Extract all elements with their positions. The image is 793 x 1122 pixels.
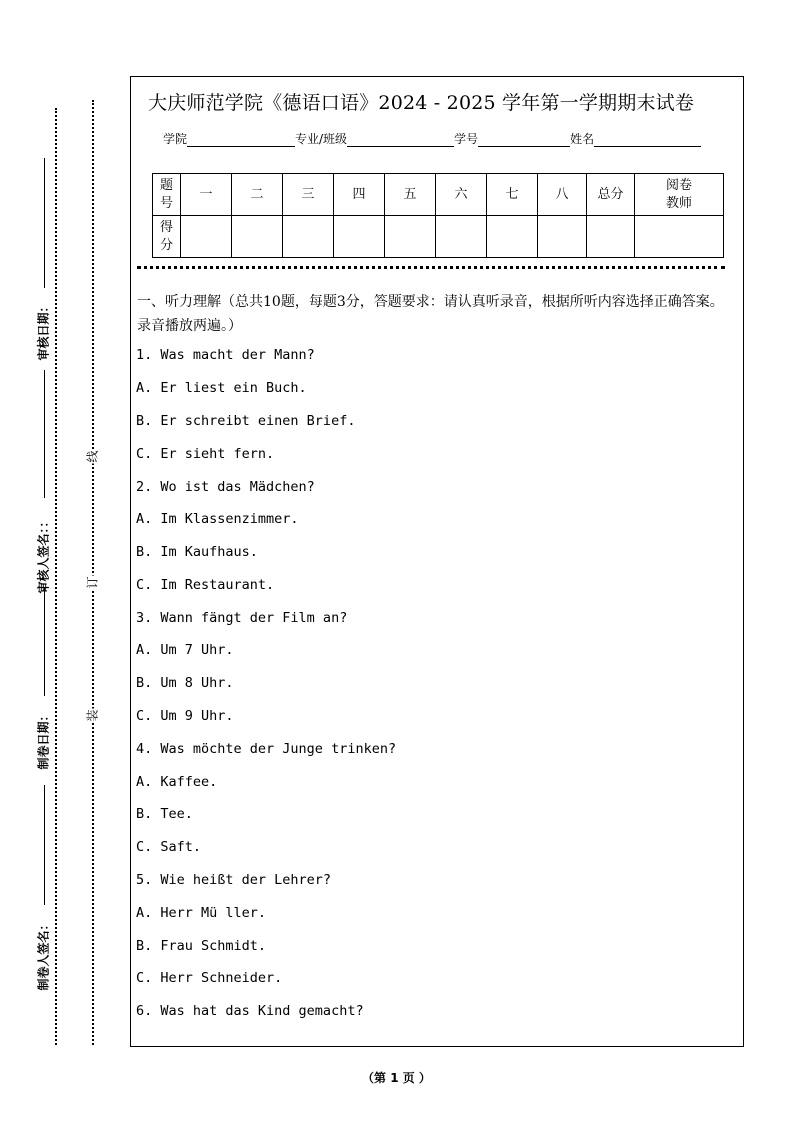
score-table-col-reviewer: 阅卷 教师 — [635, 174, 724, 216]
maker-signature-rule — [44, 785, 45, 905]
reviewer-signature-label: 审核人签名：： — [36, 515, 51, 594]
answer-option: A. Im Klassenzimmer. — [136, 511, 299, 527]
answer-option: B. Im Kaufhaus. — [136, 544, 258, 560]
binding-char-pack: 装 — [85, 709, 100, 722]
score-table-col: 三 — [283, 174, 334, 216]
student-id-blank[interactable] — [478, 132, 570, 147]
name-label: 姓名 — [570, 132, 595, 146]
major-label: 专业/班级 — [295, 132, 348, 146]
question-line: 1. Was macht der Mann? — [136, 347, 315, 363]
answer-option: C. Er sieht fern. — [136, 446, 275, 462]
answer-option: A. Er liest ein Buch. — [136, 380, 307, 396]
score-table-col: 八 — [538, 174, 587, 216]
binding-char-line: 线 — [85, 450, 100, 463]
score-cell[interactable] — [538, 216, 587, 258]
score-cell-total[interactable] — [587, 216, 635, 258]
maker-date-label: 制卷日期： — [36, 709, 51, 770]
score-cell[interactable] — [283, 216, 334, 258]
question-line: 2. Wo ist das Mädchen? — [136, 479, 315, 495]
score-table-col: 总分 — [587, 174, 635, 216]
review-date-rule — [44, 158, 45, 288]
score-table-col: 五 — [385, 174, 436, 216]
score-table-col: 一 — [181, 174, 232, 216]
score-cell[interactable] — [436, 216, 487, 258]
name-blank[interactable] — [594, 132, 701, 147]
question-line: 5. Wie heißt der Lehrer? — [136, 872, 332, 888]
binding-char-order: 订 — [85, 576, 100, 589]
score-cell[interactable] — [385, 216, 436, 258]
answer-option: C. Saft. — [136, 839, 202, 855]
score-table-score-row — [153, 216, 724, 258]
major-blank[interactable] — [347, 132, 454, 147]
maker-signature-label: 制卷人签名： — [36, 918, 51, 991]
exam-title: 大庆师范学院《德语口语》2024 - 2025 学年第一学期期末试卷 — [148, 92, 695, 114]
score-table-header-row — [153, 174, 724, 216]
score-cell[interactable] — [232, 216, 283, 258]
maker-date-rule — [44, 588, 45, 696]
score-table-col: 七 — [487, 174, 538, 216]
score-table-row-label: 得 分 — [153, 216, 181, 258]
question-line: 3. Wann fängt der Film an? — [136, 610, 348, 626]
score-cell[interactable] — [181, 216, 232, 258]
reviewer-signature-rule — [44, 370, 45, 498]
question-line: 6. Was hat das Kind gemacht? — [136, 1003, 364, 1019]
college-label: 学院 — [163, 132, 188, 146]
page-footer: （第 1 页 ） — [362, 1071, 431, 1085]
answer-option: B. Frau Schmidt. — [136, 938, 267, 954]
answer-option: B. Um 8 Uhr. — [136, 675, 234, 691]
answer-option: B. Tee. — [136, 806, 193, 822]
score-table-row-label: 题 号 — [153, 174, 181, 216]
answer-option: C. Herr Schneider. — [136, 970, 283, 986]
score-table-col: 二 — [232, 174, 283, 216]
binding-dotted-line-inner — [92, 100, 94, 1045]
dotted-separator — [137, 266, 725, 269]
score-table — [152, 173, 724, 258]
score-cell[interactable] — [334, 216, 385, 258]
student-info-row — [163, 130, 701, 147]
section-heading: 一、听力理解（总共10题，每题3分，答题要求：请认真听录音，根据所听内容选择正确答案。录音播放两遍。） — [137, 294, 724, 334]
college-blank[interactable] — [187, 132, 295, 147]
answer-option: C. Im Restaurant. — [136, 577, 275, 593]
answer-option: B. Er schreibt einen Brief. — [136, 413, 356, 429]
answer-option: A. Um 7 Uhr. — [136, 642, 234, 658]
review-date-label: 审核日期： — [36, 300, 51, 361]
score-table-col: 四 — [334, 174, 385, 216]
score-cell-reviewer[interactable] — [635, 216, 724, 258]
score-cell[interactable] — [487, 216, 538, 258]
student-id-label: 学号 — [454, 132, 479, 146]
answer-option: C. Um 9 Uhr. — [136, 708, 234, 724]
score-table-col: 六 — [436, 174, 487, 216]
binding-dotted-line-outer — [55, 108, 57, 1045]
answer-option: A. Herr Mü ller. — [136, 905, 267, 921]
question-line: 4. Was möchte der Junge trinken? — [136, 741, 397, 757]
answer-option: A. Kaffee. — [136, 774, 218, 790]
